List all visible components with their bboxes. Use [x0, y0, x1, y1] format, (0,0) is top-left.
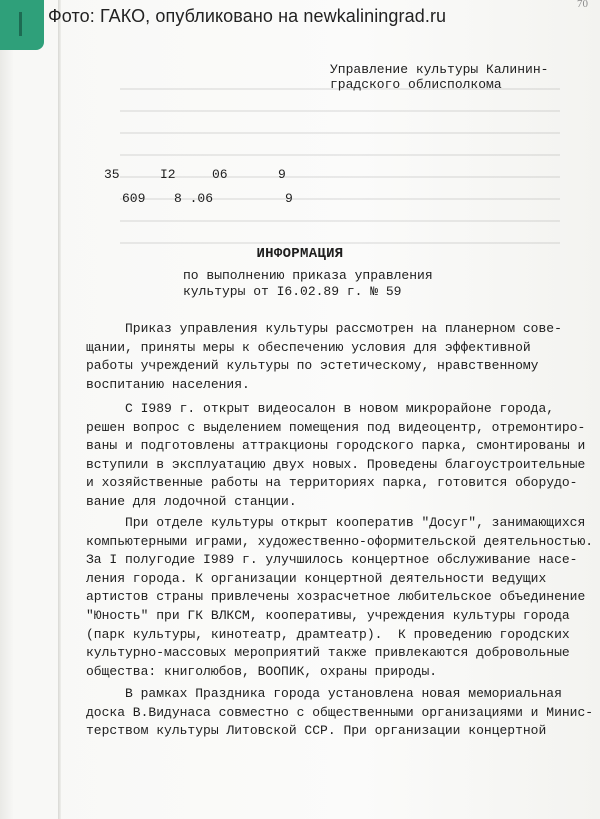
binding-edge [58, 0, 61, 819]
addressee-block: Управление культуры Калинин- градского облисполкома [330, 62, 549, 92]
ref-number: 8 .06 [174, 191, 214, 206]
photo-credit-watermark: Фото: ГАКО, опубликовано на newkaliningrad.ru [48, 6, 447, 26]
archive-page-number: 70 [577, 0, 588, 10]
paragraph: В рамках Праздника города установлена новая мемориальная доска В.Видунаса совместно с общественными организациями и Минис- терством культуры Литовской ССР. При организации концертной [86, 686, 594, 739]
paragraph: При отделе культуры открыт кооператив "Досуг", занимающихся компьютерными играми, художественно-оформительской деятельностью. За I полугодие I989 г. улучшилось концертное обслуживание насе- ления города. К организации концертной деятельности ведущих артистов страны привлечены хозрасчетное любительское объединение "Юность" при ГК ВЛКСМ, кооперативы, учреждения культуры города (парк культуры, кинотеатр, драмтеатр). К проведению городских культурно-массовых мероприятий также привлекаются добровольные общества: книголюбов, ВООПИК, охраны природы. [86, 515, 594, 679]
paragraph: Приказ управления культуры рассмотрен на планерном сове- щании, приняты меры к обеспечению условия для эффективной работы учреждений культуры по эстетическому, нравственному воспитанию населения. [86, 321, 562, 392]
reverse-side-bleed-through [120, 74, 560, 254]
paragraph: С I989 г. открыт видеосалон в новом микрорайоне города, решен вопрос с выделением помещения под видеоцентр, отремонтиро- ваны и подготовлены аттракционы городского парка, смонтированы вступили в эксплуатацию двух новых. Проведены благоустроительные и хозяйственные работы на территориях парка, готовится оборудо- вание для лодочной станции. [86, 401, 586, 509]
ref-number: 06 [212, 167, 228, 182]
ref-number: 9 [285, 191, 293, 206]
ref-number: 609 [122, 191, 146, 206]
green-bookmark-tab [0, 0, 44, 50]
tab-mark [19, 12, 22, 36]
ref-number: I2 [160, 167, 176, 182]
document-title: ИНФОРМАЦИЯ [256, 246, 344, 262]
ref-number: 9 [278, 167, 286, 182]
document-subtitle: по выполнению приказа управления культуры от I6.02.89 г. № 59 [183, 268, 433, 299]
ref-number: 35 [104, 167, 120, 182]
